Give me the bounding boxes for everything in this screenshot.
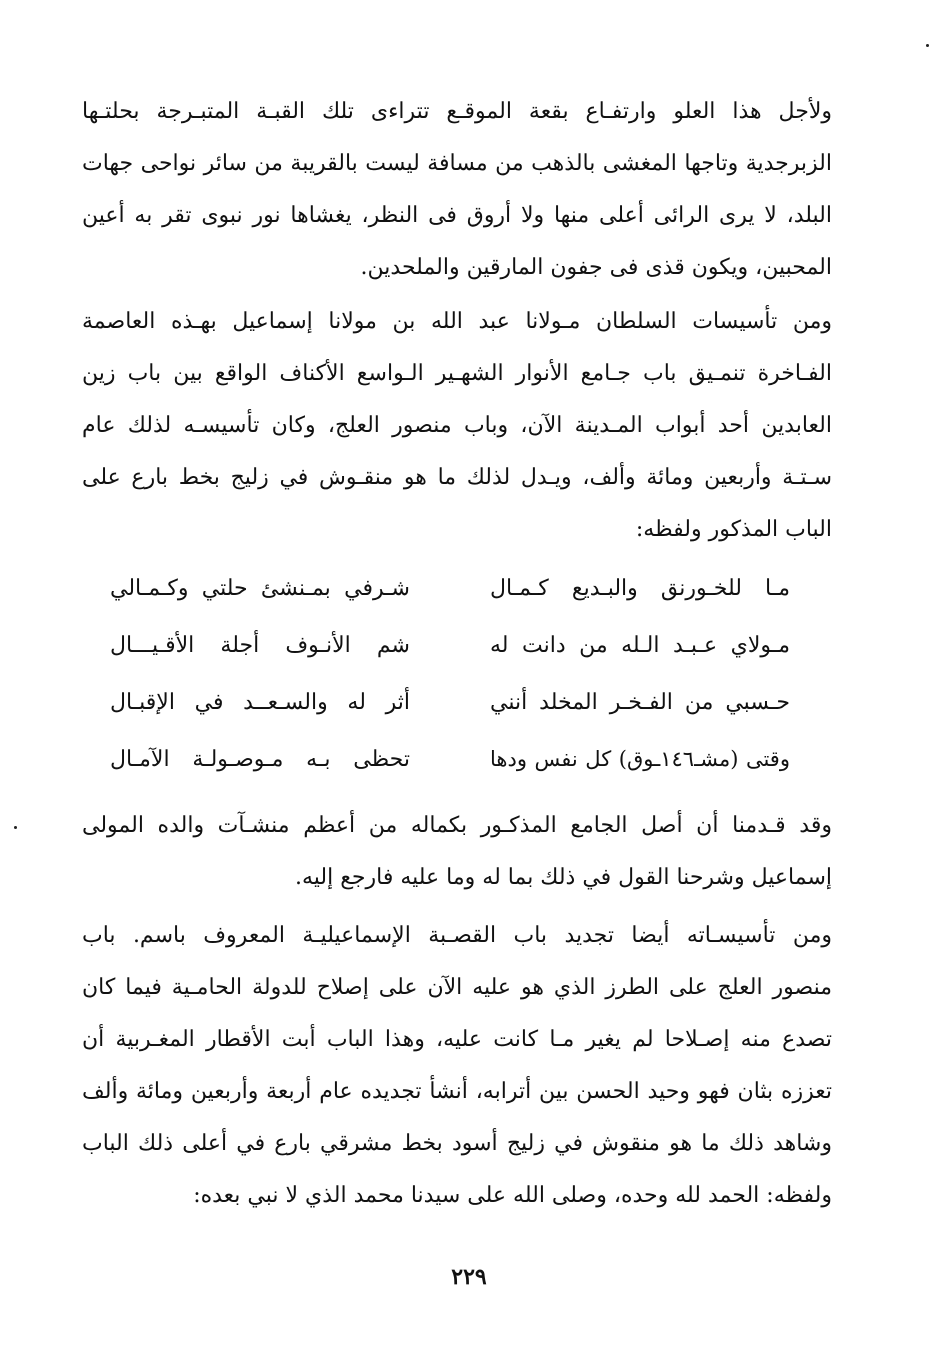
scan-speck xyxy=(14,826,17,829)
verse-second-hemistich: شم الأنـوف أجلة الأقـيـــال xyxy=(110,633,410,658)
paragraph-3 xyxy=(82,800,832,904)
poem-verses xyxy=(100,560,800,788)
verse-second-hemistich: شـرفي بمـنشئ حلتي وكـمـالي xyxy=(110,576,410,601)
text-line: ومن تأسيسـاته أيضا تجديد باب القصـبة الإسماعيليـة المعروف باسم. باب xyxy=(82,923,832,948)
text-line: العابدين أحد أبواب المـدينة الآن، وباب منصور العلج، وكان تأسيسـه لذلك عام xyxy=(82,413,832,438)
text-line: وقد قـدمنا أن أصل الجامع المذكـور بكماله من أعظم منشـآت والده المولى xyxy=(82,813,832,838)
text-line: المحبين، ويكون قذى فى جفون المارقين والملحدين. xyxy=(360,255,832,280)
verse-first-hemistich: مـا للخـورنق والبـديع كـمـال xyxy=(490,576,790,601)
verse-row xyxy=(100,674,800,731)
verse-first-hemistich: حـسبي من الفـخـر المخلد أنني xyxy=(490,690,790,715)
verse-row xyxy=(100,560,800,617)
text-line: ولأجل هذا العلو وارتفـاع بقعة الموقـع تتراءى تلك القبـة المتبـرجة بحلتـها xyxy=(82,99,832,124)
verse-row xyxy=(100,617,800,674)
verse-row xyxy=(100,731,800,788)
paragraph-1 xyxy=(82,86,832,294)
scan-speck xyxy=(926,44,929,47)
text-line: وشاهد ذلك ما هو منقوش في زليج أسود بخط مشرقي بارع في أعلى ذلك الباب xyxy=(82,1131,832,1156)
verse-first-hemistich: وقتى (مشـ١٤٦ـوق) كل نفس ودها xyxy=(490,747,790,771)
text-line: ولفظه: الحمد لله وحده، وصلى الله على سيدنا محمد الذي لا نبي بعده: xyxy=(193,1183,832,1208)
verse-first-hemistich: مـولاي عـبـد الـله من دانت له xyxy=(490,633,790,658)
text-line: الزبرجدية وتاجها المغشى بالذهب من مسافة ليست بالقريبة من سائر نواحى جهات xyxy=(82,151,832,176)
paragraph-2 xyxy=(82,296,832,556)
verse-second-hemistich: أثر له والسـعــد في الإقبـال xyxy=(110,690,410,715)
verse-second-hemistich: تحظى بـه مـوصـولـة الآمـال xyxy=(110,747,410,772)
text-line: منصور العلج على الطرز الذي هو عليه الآن على إصلاح للدولة الحامـية فيما كان xyxy=(82,975,832,1000)
text-line: الباب المذكور ولفظه: xyxy=(635,517,832,542)
text-line: تصدع منه إصـلاحا لم يغير مـا كانت عليه، وهذا الباب أبت الأقطار المغـربية أن xyxy=(82,1027,832,1052)
text-line: الفـاخرة تنمـيق باب جـامع الأنوار الشهـير الـواسع الأكناف الواقع بين باب زين xyxy=(82,361,832,386)
text-line: سـتـة وأربعين ومائة وألف، ويـدل لذلك ما هو منقـوش في زليج بخط بارع على xyxy=(82,465,832,490)
text-line: إسماعيل وشرحنا القول في ذلك بما له وما عليه فارجع إليه. xyxy=(294,865,832,890)
text-line: البلد، لا يرى الرائى أعلى منها ولا أروق فى النظر، يغشاها نور نبوى تقر به أعين xyxy=(82,203,832,228)
paragraph-4 xyxy=(82,910,832,1222)
page-number: ٢٢٩ xyxy=(451,1264,487,1290)
text-line: تعززه بثان فهو وحيد الحسن بين أترابه، أنشأ تجديده عام أربعة وأربعين ومائة وألف xyxy=(82,1079,832,1104)
text-line: ومن تأسيسات السلطان مـولانا عبد الله بن مولانا إسماعيل بهـذه العاصمة xyxy=(82,309,832,334)
